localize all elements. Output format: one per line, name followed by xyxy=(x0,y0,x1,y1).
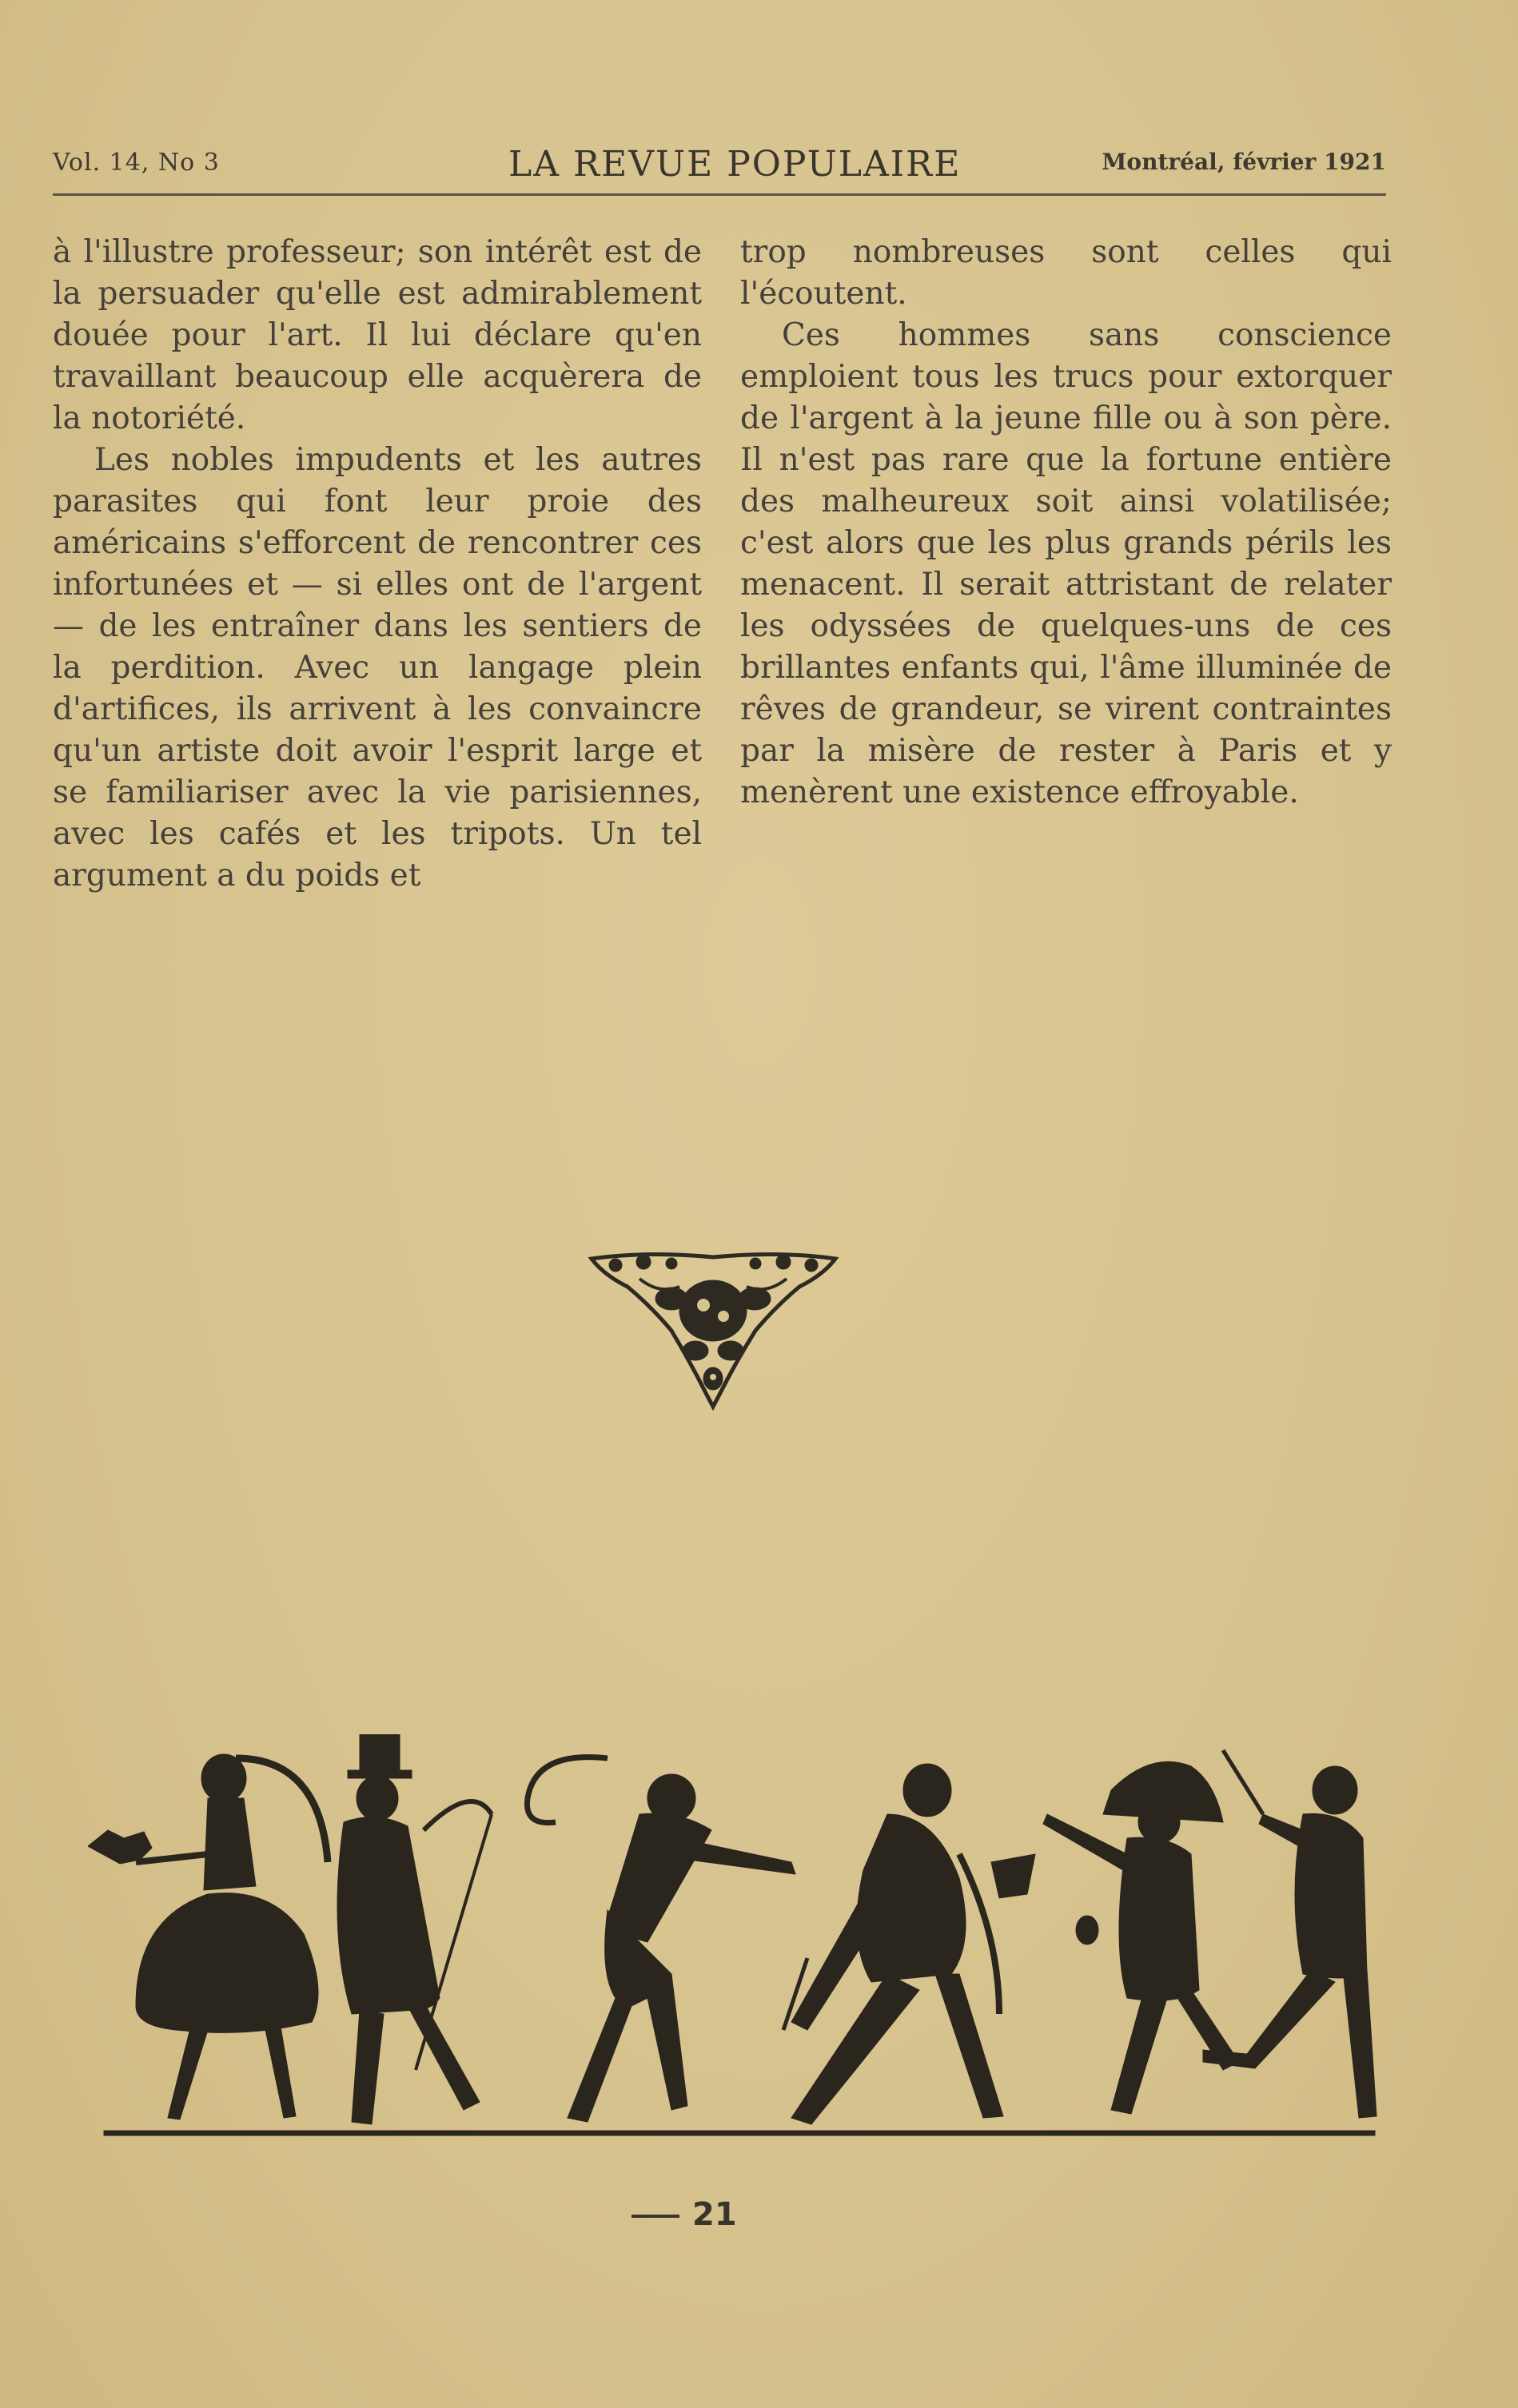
dancing-figures-silhouette xyxy=(88,1734,1391,2142)
text-column-left xyxy=(53,232,702,897)
page-number xyxy=(632,2196,737,2233)
folio-dash xyxy=(632,2215,679,2218)
paragraph: trop nombreuses sont celles qui l'écoutent. xyxy=(740,234,1392,312)
header-rule xyxy=(53,193,1386,196)
volume-number: Vol. 14, No 3 xyxy=(53,149,220,177)
page-number-text: 21 xyxy=(692,2196,737,2233)
paragraph: Les nobles impudents et les autres parasites qui font leur proie des américains s'efforcent de rencontrer ces infortunées et — si elles ont de l'argent — de les entraîner dans les sentiers de la perdition. Avec un langage plein d'artifices, ils arrivent à les convaincre qu'un artiste doit avoir l'esprit large et se familiariser avec la vie parisiennes, avec les cafés et les tripots. Un tel argument a du poids et xyxy=(53,442,702,894)
floral-ornament-icon xyxy=(584,1251,843,1411)
paragraph: à l'illustre professeur; son intérêt est de la persuader qu'elle est admirablement douée pour l'art. Il lui déclare qu'en travaillant beaucoup elle acquèrera de la notoriété. xyxy=(53,234,702,436)
journal-title: LA REVUE POPULAIRE xyxy=(508,144,962,185)
paragraph: Ces hommes sans conscience emploient tous les trucs pour extorquer de l'argent à la jeune fille ou à son père. Il n'est pas rare que la fortune entière des malheureux soit ainsi volatilisée; c'est alors que les plus grands périls les menacent. Il serait attristant de relater les odyssées de quelques-uns de ces brillantes enfants qui, l'âme illuminée de rêves de grandeur, se virent contraintes par la misère de rester à Paris et y menèrent une existence effroyable. xyxy=(740,317,1392,810)
text-column-right xyxy=(740,232,1392,814)
running-header xyxy=(53,144,1386,184)
place-and-date: Montréal, février 1921 xyxy=(1102,149,1386,175)
